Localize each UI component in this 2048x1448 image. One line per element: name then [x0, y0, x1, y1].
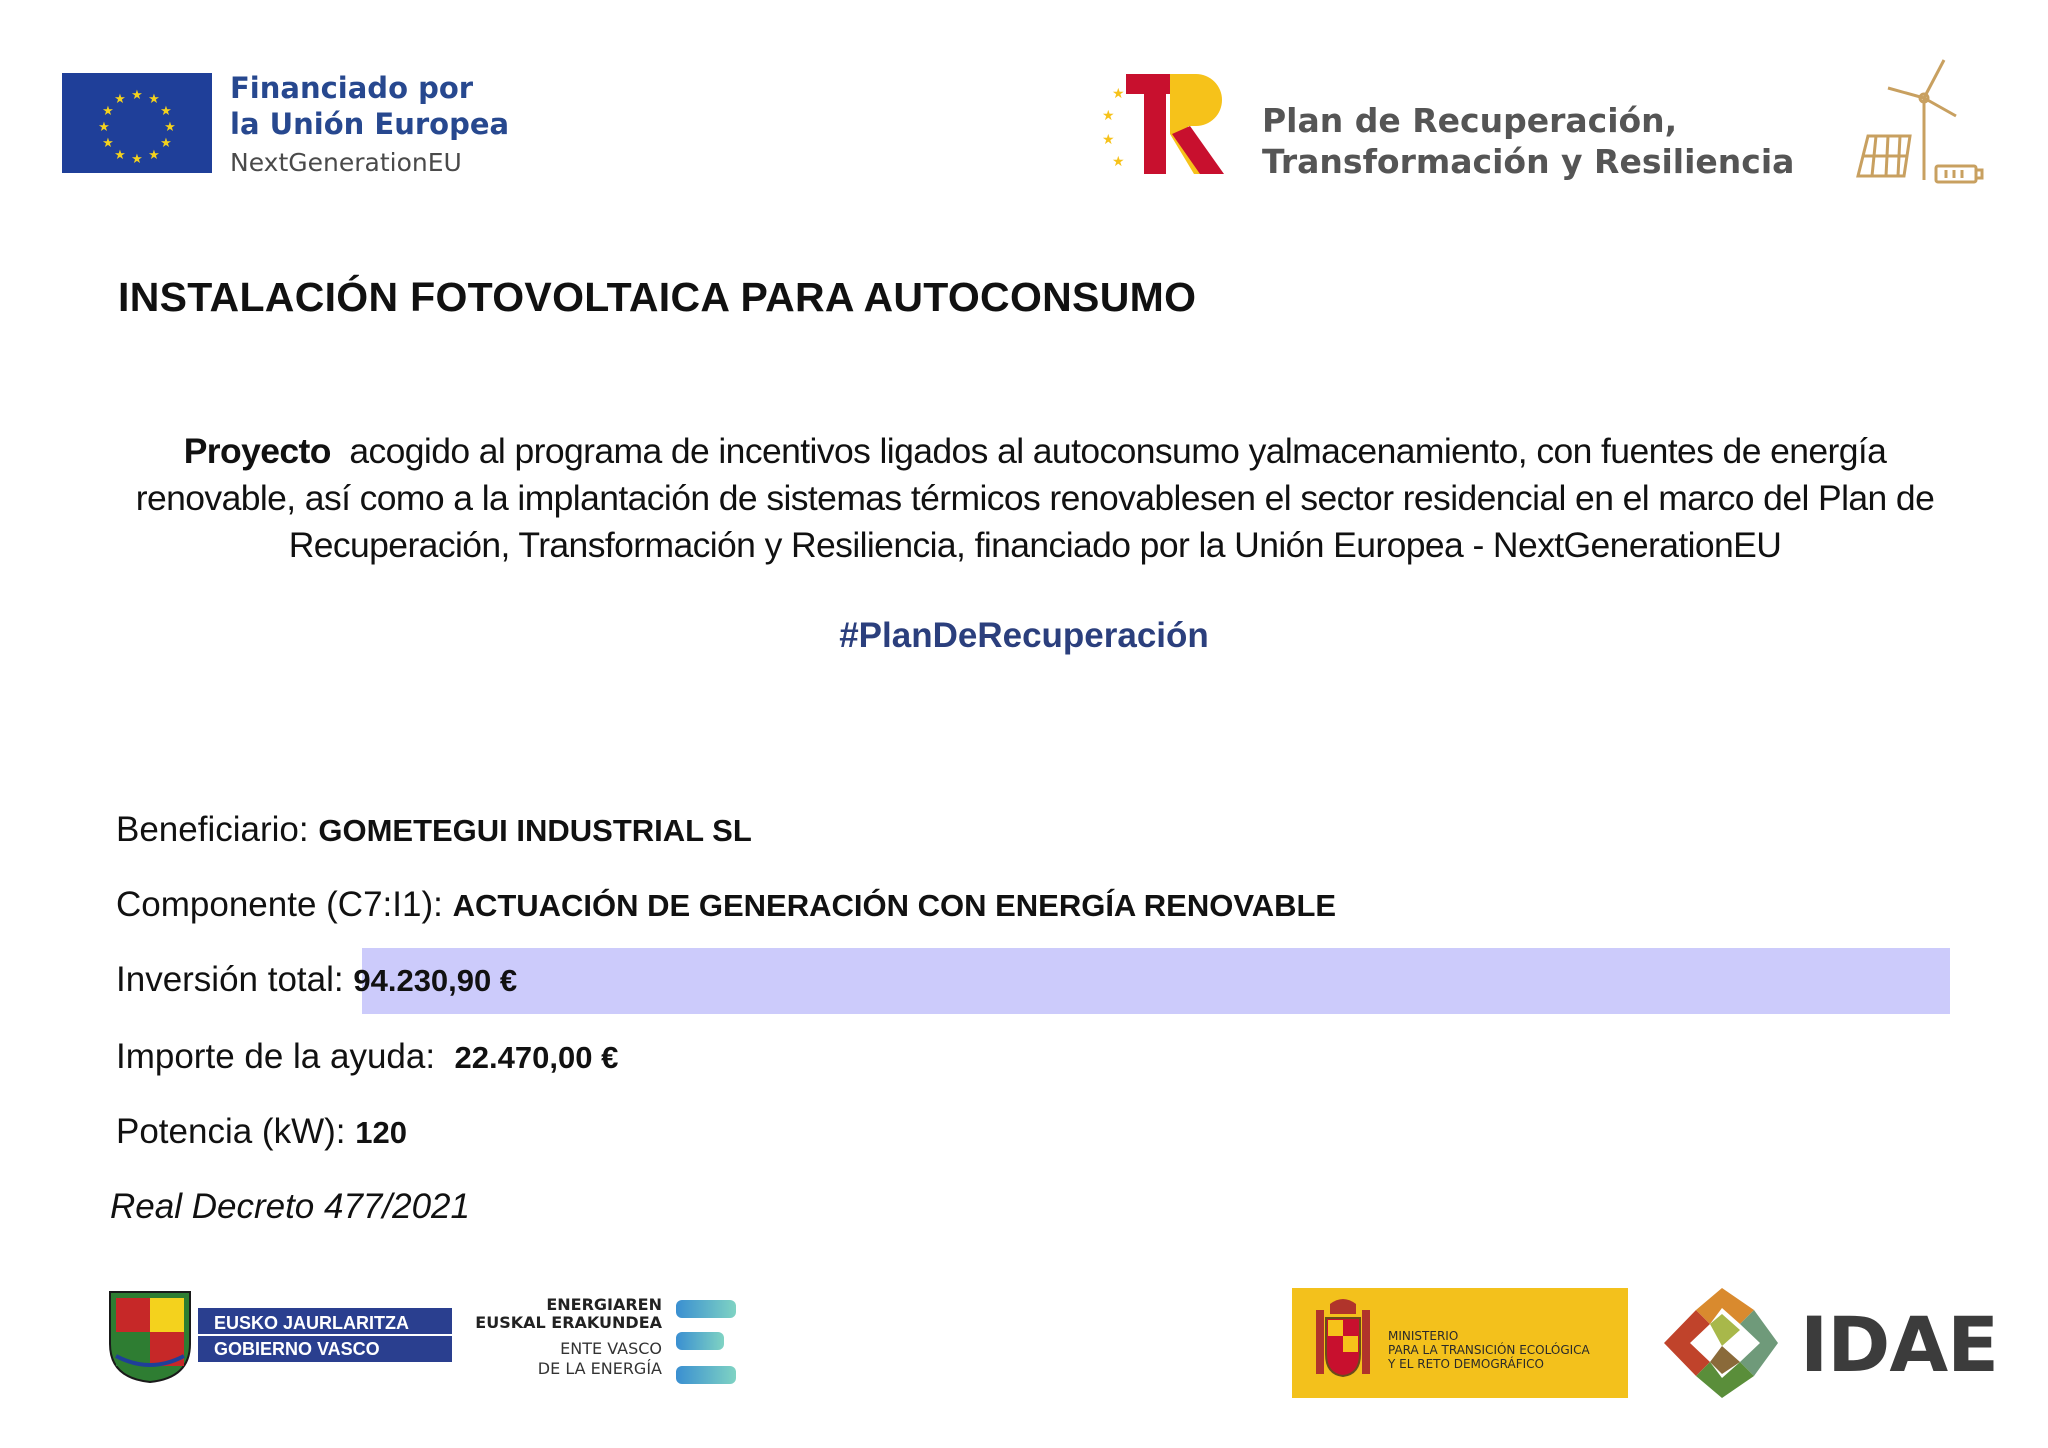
- eu-line-2: la Unión Europea: [230, 107, 510, 142]
- importe-value: 22.470,00 €: [454, 1040, 619, 1075]
- gv-line-1: EUSKO JAURLARITZA: [214, 1313, 410, 1333]
- svg-text:★: ★: [1102, 132, 1115, 148]
- project-description: [120, 428, 1950, 569]
- beneficiario-value: GOMETEGUI INDUSTRIAL SL: [318, 813, 752, 848]
- potencia-label: Potencia (kW):: [116, 1112, 346, 1151]
- svg-text:★: ★: [148, 92, 160, 107]
- eve-line-3: ENTE VASCO: [560, 1338, 662, 1358]
- inversion-value: 94.230,90 €: [353, 963, 518, 998]
- componente-row: [116, 885, 1336, 925]
- prtr-line-1: Plan de Recuperación,: [1262, 101, 1678, 140]
- inversion-label: Inversión total:: [116, 960, 344, 999]
- solar-wind-battery-icon: [1848, 58, 1988, 188]
- svg-text:★: ★: [114, 148, 126, 163]
- eve-line-4: DE LA ENERGÍA: [537, 1358, 662, 1378]
- ministerio-line-3: Y EL RETO DEMOGRÁFICO: [1388, 1356, 1544, 1371]
- potencia-row: [116, 1112, 407, 1152]
- componente-value: ACTUACIÓN DE GENERACIÓN CON ENERGÍA RENOVABLE: [452, 888, 1337, 923]
- description-lead: Proyecto: [183, 431, 331, 471]
- hashtag: #PlanDeRecuperación: [839, 616, 1209, 655]
- ministerio-line-1: MINISTERIO: [1388, 1329, 1459, 1343]
- prtr-tr-icon: [1098, 68, 1238, 180]
- beneficiario-label: Beneficiario:: [116, 810, 309, 849]
- importe-label: Importe de la ayuda:: [116, 1037, 436, 1076]
- ministerio-text: [1388, 1330, 1590, 1371]
- beneficiario-row: [116, 810, 752, 850]
- importe-row: [116, 1037, 618, 1077]
- svg-text:★: ★: [114, 92, 126, 107]
- ministerio-line-2: PARA LA TRANSICIÓN ECOLÓGICA: [1388, 1342, 1590, 1357]
- investment-highlight: [362, 948, 1950, 1014]
- prtr-line-2: Transformación y Resiliencia: [1262, 142, 1795, 182]
- idae-mark-icon: [1656, 1288, 1786, 1398]
- svg-text:★: ★: [148, 148, 160, 163]
- idae-wordmark: IDAE: [1800, 1300, 1999, 1389]
- eu-funding-text: [230, 70, 509, 178]
- eve-line-1: ENERGIAREN: [546, 1295, 662, 1314]
- description-body: acogido al programa de incentivos ligados al autoconsumo yalmacenamiento, con fuentes de energía renovable, así como a la implantación de sistemas térmicos renovablesen el sector residencial en el marco del Plan de Recuperación, Transformación y Resiliencia, financiado por la Unión Europea - NextGenerationEU: [135, 431, 1935, 565]
- potencia-value: 120: [355, 1115, 407, 1150]
- prtr-logo: [1098, 68, 1238, 180]
- eve-e-icon: [672, 1296, 740, 1388]
- svg-text:★: ★: [1112, 86, 1125, 102]
- eve-text: [470, 1296, 662, 1378]
- svg-text:★: ★: [1102, 108, 1115, 124]
- inversion-row: [116, 960, 517, 1000]
- svg-text:★: ★: [102, 136, 114, 151]
- document-title: INSTALACIÓN FOTOVOLTAICA PARA AUTOCONSUMO: [118, 274, 1197, 320]
- eu-flag-logo: [62, 73, 212, 173]
- prtr-text: [1262, 100, 1794, 183]
- svg-text:★: ★: [160, 136, 172, 151]
- eu-line-1: Financiado por: [230, 71, 474, 105]
- real-decreto: Real Decreto 477/2021: [110, 1187, 470, 1226]
- gv-line-2: GOBIERNO VASCO: [214, 1339, 380, 1359]
- eu-line-3: NextGenerationEU: [230, 147, 462, 177]
- eu-stars-icon: [62, 73, 212, 173]
- svg-text:★: ★: [164, 120, 176, 135]
- svg-text:★: ★: [98, 120, 110, 135]
- componente-label: Componente (C7:I1):: [116, 885, 443, 924]
- svg-text:★: ★: [131, 152, 143, 167]
- eve-line-2: EUSKAL ERAKUNDEA: [475, 1312, 662, 1332]
- svg-text:★: ★: [160, 104, 172, 119]
- gobierno-vasco-logo: [106, 1286, 454, 1384]
- svg-text:★: ★: [1112, 154, 1125, 170]
- svg-text:★: ★: [102, 104, 114, 119]
- svg-text:★: ★: [131, 88, 143, 103]
